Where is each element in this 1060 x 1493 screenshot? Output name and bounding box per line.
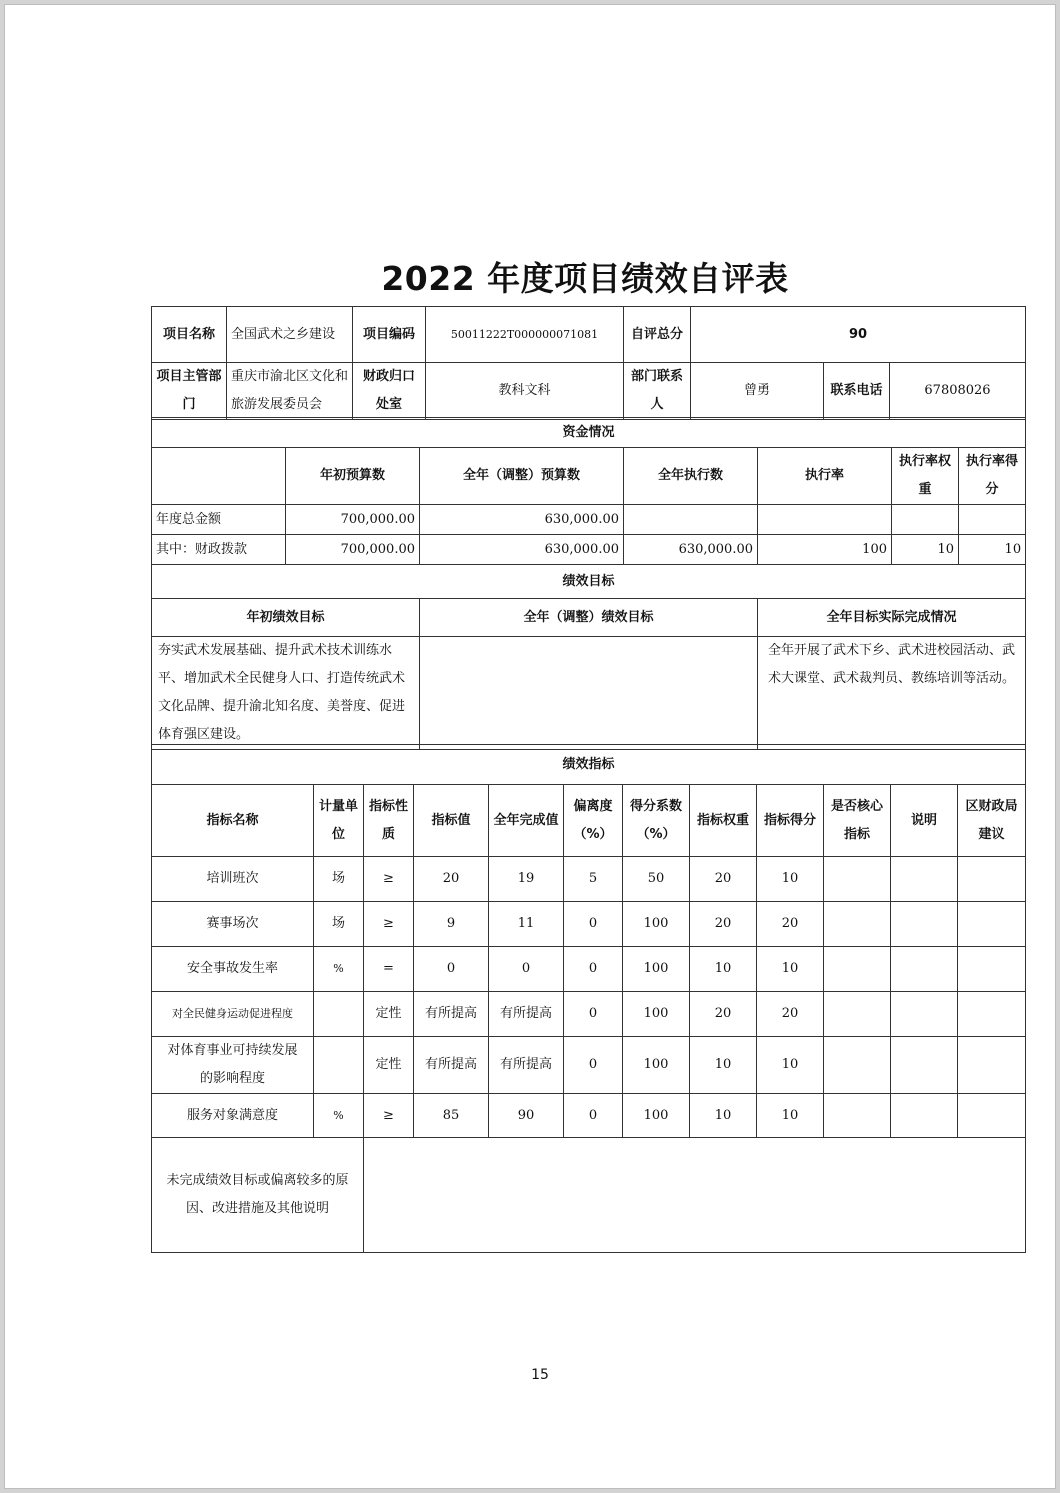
- indicator-cell: 0: [564, 902, 623, 947]
- goals-actual-text: 全年开展了武术下乡、武术进校园活动、武术大课堂、武术裁判员、教练培训等活动。: [758, 637, 1026, 750]
- indicator-cell: 20: [414, 857, 489, 902]
- indicator-cell: [958, 857, 1026, 902]
- indicator-cell: [824, 992, 891, 1037]
- funds-section-title: 资金情况: [152, 418, 1026, 448]
- indicator-cell: 场: [314, 902, 364, 947]
- indicator-cell: 100: [623, 1037, 690, 1094]
- page: [4, 4, 1056, 1489]
- indicator-header: 指标值: [414, 785, 489, 857]
- funds-cell: 630,000.00: [420, 505, 624, 535]
- table-row: [152, 857, 1026, 902]
- indicator-cell: 20: [690, 992, 757, 1037]
- table-row: [152, 505, 1026, 535]
- self-score: 90: [691, 307, 1026, 363]
- indicator-cell: 安全事故发生率: [152, 947, 314, 992]
- project-code: 50011222T000000071081: [426, 307, 624, 363]
- indicator-header: 计量单位: [314, 785, 364, 857]
- indicator-cell: [958, 1037, 1026, 1094]
- funds-header: 年初预算数: [286, 448, 420, 505]
- contact: 曾勇: [691, 363, 824, 420]
- indicator-header: 是否核心指标: [824, 785, 891, 857]
- indicator-cell: 有所提高: [489, 1037, 564, 1094]
- indicator-cell: %: [314, 947, 364, 992]
- indicator-cell: 0: [564, 1037, 623, 1094]
- table-row: [152, 1094, 1026, 1138]
- indicator-cell: 10: [757, 857, 824, 902]
- indicator-cell: 85: [414, 1094, 489, 1138]
- project-info-table: [151, 306, 1026, 420]
- goals-adjusted-text: [420, 637, 758, 750]
- indicator-cell: ≥: [364, 902, 414, 947]
- finance-office-label: 财政归口处室: [353, 363, 426, 420]
- funds-goals-table: [151, 417, 1026, 750]
- table-row: [152, 992, 1026, 1037]
- indicator-cell: [891, 857, 958, 902]
- table-row: [152, 535, 1026, 565]
- project-name: 全国武术之乡建设: [227, 307, 353, 363]
- project-code-label: 项目编码: [353, 307, 426, 363]
- indicator-header: 区财政局建议: [958, 785, 1026, 857]
- indicator-cell: 9: [414, 902, 489, 947]
- finance-office: 教科文科: [426, 363, 624, 420]
- indicator-cell: 100: [623, 992, 690, 1037]
- funds-header: 全年执行数: [624, 448, 758, 505]
- indicator-cell: 10: [757, 1037, 824, 1094]
- indicator-cell: 有所提高: [414, 1037, 489, 1094]
- indicator-cell: 90: [489, 1094, 564, 1138]
- indicator-cell: 20: [757, 992, 824, 1037]
- indicator-cell: [958, 1094, 1026, 1138]
- indicator-cell: [958, 947, 1026, 992]
- indicator-cell: 10: [690, 1094, 757, 1138]
- remarks-value: [364, 1138, 1026, 1253]
- indicator-cell: [891, 1037, 958, 1094]
- funds-cell: [892, 505, 959, 535]
- phone: 67808026: [890, 363, 1026, 420]
- indicator-cell: 0: [564, 947, 623, 992]
- indicator-cell: 19: [489, 857, 564, 902]
- indicator-cell: 0: [564, 1094, 623, 1138]
- indicator-cell: [958, 992, 1026, 1037]
- indicator-cell: 0: [489, 947, 564, 992]
- funds-cell: 100: [758, 535, 892, 565]
- indicator-cell: [824, 1094, 891, 1138]
- indicator-header: 指标性质: [364, 785, 414, 857]
- indicator-cell: [891, 947, 958, 992]
- funds-cell: 700,000.00: [286, 505, 420, 535]
- indicator-cell: ≥: [364, 1094, 414, 1138]
- indicator-cell: 有所提高: [414, 992, 489, 1037]
- indicator-header: 指标得分: [757, 785, 824, 857]
- goals-header-actual: 全年目标实际完成情况: [758, 599, 1026, 637]
- indicator-cell: 100: [623, 1094, 690, 1138]
- funds-header: 执行率权重: [892, 448, 959, 505]
- indicator-cell: 对体育事业可持续发展的影响程度: [152, 1037, 314, 1094]
- contact-label: 部门联系人: [624, 363, 691, 420]
- indicator-cell: [891, 1094, 958, 1138]
- indicator-cell: %: [314, 1094, 364, 1138]
- indicator-cell: [958, 902, 1026, 947]
- indicator-header: 指标权重: [690, 785, 757, 857]
- indicator-cell: 定性: [364, 992, 414, 1037]
- indicator-cell: [824, 947, 891, 992]
- project-name-label: 项目名称: [152, 307, 227, 363]
- goals-header-initial: 年初绩效目标: [152, 599, 420, 637]
- funds-cell: [758, 505, 892, 535]
- page-title: 2022 年度项目绩效自评表: [381, 259, 789, 298]
- indicator-cell: 10: [690, 1037, 757, 1094]
- indicator-header: 全年完成值: [489, 785, 564, 857]
- funds-row-label: 其中：财政拨款: [152, 535, 286, 565]
- indicator-header: 偏离度（%）: [564, 785, 623, 857]
- table-row: [152, 1037, 1026, 1094]
- dept: 重庆市渝北区文化和旅游发展委员会: [227, 363, 353, 420]
- indicator-cell: [824, 857, 891, 902]
- indicator-cell: 100: [623, 902, 690, 947]
- funds-cell: [959, 505, 1026, 535]
- indicator-cell: 20: [690, 857, 757, 902]
- goals-section-title: 绩效目标: [152, 565, 1026, 599]
- funds-header: 执行率得分: [959, 448, 1026, 505]
- funds-cell: 10: [892, 535, 959, 565]
- indicator-cell: 10: [690, 947, 757, 992]
- indicator-header: 说明: [891, 785, 958, 857]
- indicators-table: [151, 744, 1026, 1253]
- indicator-cell: ≥: [364, 857, 414, 902]
- indicator-cell: 10: [757, 1094, 824, 1138]
- funds-cell: 10: [959, 535, 1026, 565]
- indicator-cell: 5: [564, 857, 623, 902]
- phone-label: 联系电话: [824, 363, 890, 420]
- funds-cell: [624, 505, 758, 535]
- goals-header-adjusted: 全年（调整）绩效目标: [420, 599, 758, 637]
- indicator-cell: [314, 992, 364, 1037]
- indicator-cell: 50: [623, 857, 690, 902]
- indicator-cell: [824, 1037, 891, 1094]
- indicator-cell: 20: [690, 902, 757, 947]
- indicator-cell: 11: [489, 902, 564, 947]
- indicator-cell: 服务对象满意度: [152, 1094, 314, 1138]
- indicator-cell: [891, 902, 958, 947]
- funds-header: 全年（调整）预算数: [420, 448, 624, 505]
- funds-header-blank: [152, 448, 286, 505]
- funds-cell: 700,000.00: [286, 535, 420, 565]
- indicator-cell: 场: [314, 857, 364, 902]
- funds-header: 执行率: [758, 448, 892, 505]
- remarks-label: 未完成绩效目标或偏离较多的原因、改进措施及其他说明: [152, 1138, 364, 1253]
- indicator-cell: 20: [757, 902, 824, 947]
- indicator-cell: 0: [564, 992, 623, 1037]
- goals-initial-text: 夯实武术发展基础、提升武术技术训练水平、增加武术全民健身人口、打造传统武术文化品牌、提升渝北知名度、美誉度、促进体育强区建设。: [152, 637, 420, 750]
- self-score-label: 自评总分: [624, 307, 691, 363]
- indicator-cell: 10: [757, 947, 824, 992]
- indicators-section-title: 绩效指标: [152, 745, 1026, 785]
- indicator-cell: 培训班次: [152, 857, 314, 902]
- indicator-cell: 有所提高: [489, 992, 564, 1037]
- page-number: 15: [531, 1367, 549, 1383]
- funds-cell: 630,000.00: [624, 535, 758, 565]
- indicator-cell: =: [364, 947, 414, 992]
- indicator-cell: [891, 992, 958, 1037]
- indicator-cell: 0: [414, 947, 489, 992]
- indicator-cell: 赛事场次: [152, 902, 314, 947]
- indicator-cell: [314, 1037, 364, 1094]
- indicator-header: 指标名称: [152, 785, 314, 857]
- table-row: [152, 902, 1026, 947]
- indicator-cell: 对全民健身运动促进程度: [152, 992, 314, 1037]
- indicator-cell: 定性: [364, 1037, 414, 1094]
- indicator-cell: 100: [623, 947, 690, 992]
- funds-row-label: 年度总金额: [152, 505, 286, 535]
- indicator-header: 得分系数（%）: [623, 785, 690, 857]
- indicator-cell: [824, 902, 891, 947]
- funds-cell: 630,000.00: [420, 535, 624, 565]
- dept-label: 项目主管部门: [152, 363, 227, 420]
- table-row: [152, 947, 1026, 992]
